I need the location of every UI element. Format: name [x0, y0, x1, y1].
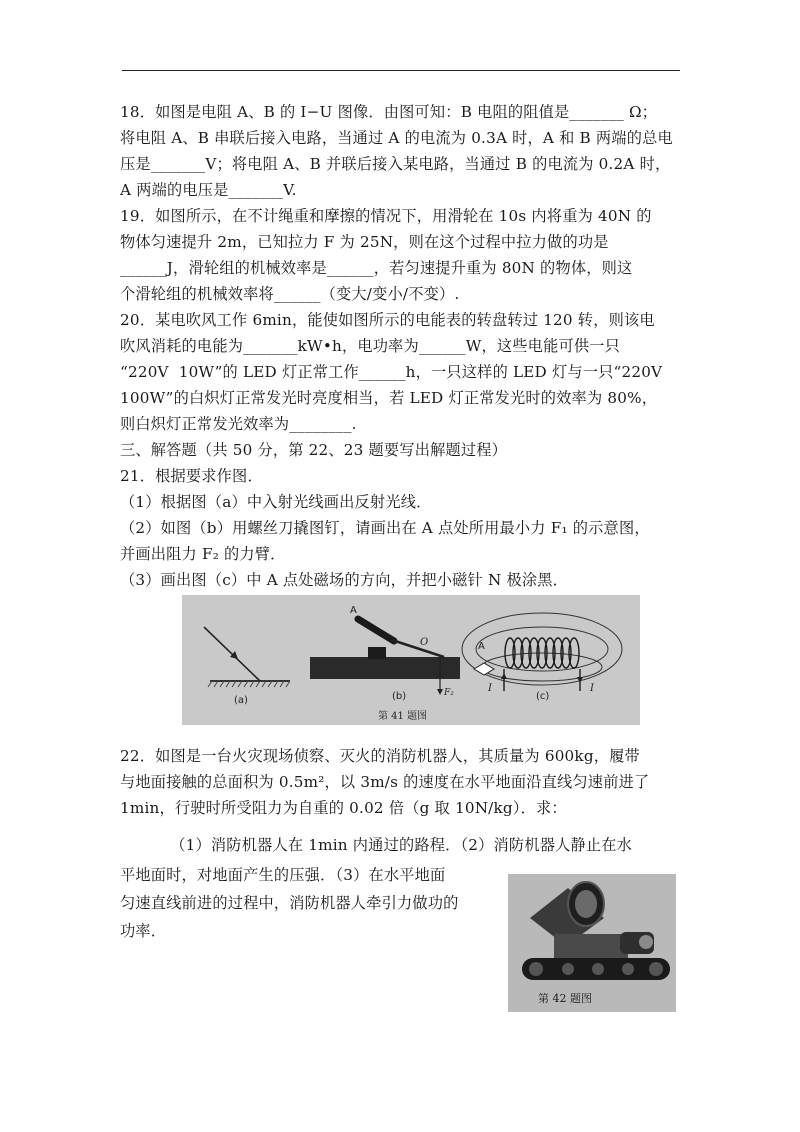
firefighting-robot-photo [508, 874, 676, 1012]
current-label-right: I [590, 683, 594, 694]
q21-line-1: 21．根据要求作图． [120, 467, 263, 485]
q20-line-4: 100W”的白炽灯正常发光时亮度相当，若 LED 灯正常发光时的效率为 80%， [120, 389, 658, 407]
q18-line-1: 18．如图是电阻 A、B 的 I−U 图像．由图可知：B 电阻的阻值是_______ Ω； [120, 103, 658, 121]
current-label-left: I [488, 683, 492, 694]
point-a-label-c: A [478, 641, 485, 652]
point-o-label: O [420, 637, 429, 648]
figure-b-board [310, 647, 460, 679]
q22-line-3: 1min，行驶时所受阻力为自重的 0.02 倍（g 取 10N/kg）．求： [120, 799, 567, 817]
incident-ray [204, 627, 260, 681]
q22-line-5: 平地面时，对地面产生的压强．（3）在水平地面 [120, 866, 446, 884]
q22-line-6: 匀速直线前进的过程中，消防机器人牵引力做功的 [120, 894, 459, 912]
figure-a-mirror [208, 681, 290, 687]
robot-tracks [522, 958, 670, 980]
figure-a-label: (a) [234, 695, 248, 706]
header-rule [122, 70, 680, 71]
figure-41 [182, 595, 640, 725]
q22-line-1: 22．如图是一台火灾现场侦察、灭火的消防机器人，其质量为 600kg，履带 [120, 747, 640, 765]
q22-line-4: （1）消防机器人在 1min 内通过的路程．（2）消防机器人静止在水 [120, 836, 633, 854]
compass-needle [474, 663, 494, 675]
q21-line-2: （1）根据图（a）中入射光线画出反射光线． [120, 493, 432, 511]
q21-line-4: 并画出阻力 F₂ 的力臂． [120, 545, 286, 563]
q20-line-5: 则白炽灯正常发光效率为________. [120, 415, 357, 433]
point-a-label-b: A [350, 605, 357, 616]
q18-line-2: 将电阻 A、B 串联后接入电路，当通过 A 的电流为 0.3A 时，A 和 B 两端的总电 [120, 129, 673, 147]
figure-b-label: (b) [392, 691, 407, 702]
q19-line-4: 个滑轮组的机械效率将______（变大/变小/不变）. [120, 285, 460, 303]
q20-line-2: 吹风消耗的电能为_______kW•h，电功率为______W，这些电能可供一只 [120, 337, 621, 355]
q18-line-4: A 两端的电压是_______V. [120, 181, 297, 199]
figure-41-caption: 第 41 题图 [378, 711, 428, 722]
figure-42 [508, 874, 676, 1012]
q21-line-5: （3）画出图（c）中 A 点处磁场的方向，并把小磁针 N 极涂黑． [120, 571, 569, 589]
q20-line-1: 20．某电吹风工作 6min，能使如图所示的电能表的转盘转过 120 转，则该电 [120, 311, 655, 329]
q19-line-2: 物体匀速提升 2m，已知拉力 F 为 25N，则在这个过程中拉力做的功是 [120, 233, 609, 251]
section-3-heading: 三、解答题（共 50 分，第 22、23 题要写出解题过程） [120, 441, 508, 459]
figure-c-label: (c) [536, 691, 550, 702]
q22-line-7: 功率． [120, 922, 167, 940]
q21-line-3: （2）如图（b）用螺丝刀撬图钉，请画出在 A 点处所用最小力 F₁ 的示意图， [120, 519, 650, 537]
figure-42-caption: 第 42 题图 [538, 992, 592, 1005]
q22-line-2: 与地面接触的总面积为 0.5m²，以 3m/s 的速度在水平地面沿直线匀速前进了 [120, 773, 650, 791]
q20-line-3: “220V 10W”的 LED 灯正常工作______h，一只这样的 LED 灯与一只“220V [120, 363, 663, 381]
figure-41-drawing [182, 595, 640, 725]
q18-line-3: 压是_______V；将电阻 A、B 并联后接入某电路，当通过 B 的电流为 0.2A 时， [120, 155, 671, 173]
q19-line-1: 19．如图所示，在不计绳重和摩擦的情况下，用滑轮在 10s 内将重为 40N 的 [120, 207, 652, 225]
force-f2-label: F₂ [444, 688, 454, 698]
q19-line-3: ______J，滑轮组的机械效率是______，若匀速提升重为 80N 的物体，则这 [120, 259, 633, 277]
